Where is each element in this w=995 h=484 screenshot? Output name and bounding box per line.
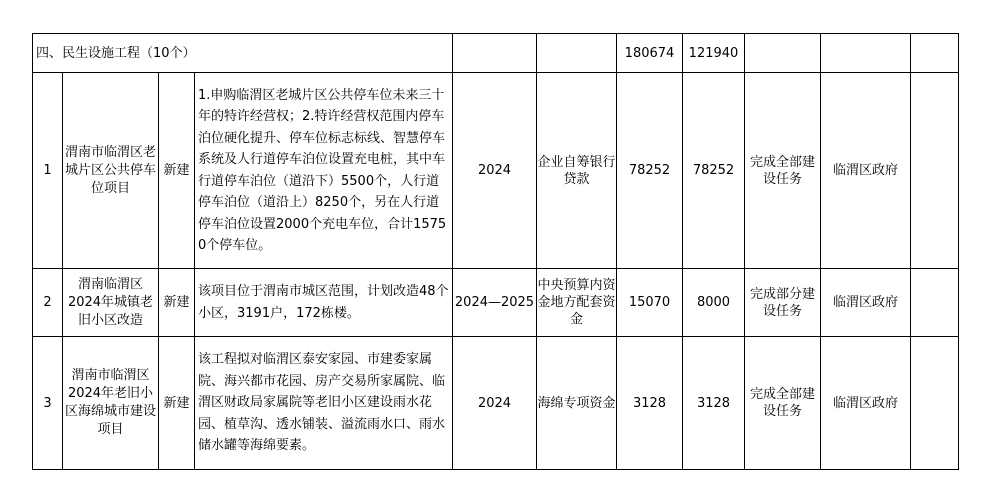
project-responsible: 临渭区政府: [821, 269, 911, 337]
project-years: 2024—2025: [453, 269, 537, 337]
section-planned-investment: 121940: [683, 34, 745, 73]
project-funding: 中央预算内资金地方配套资金: [537, 269, 617, 337]
project-index: 1: [33, 73, 63, 269]
table-row: [33, 337, 959, 470]
table-row: [33, 73, 959, 269]
project-type: 新建: [159, 73, 195, 269]
project-years: 2024: [453, 337, 537, 470]
project-remark: [911, 269, 959, 337]
project-name: 渭南临渭区2024年城镇老旧小区改造: [63, 269, 159, 337]
section-remark-cell: [911, 34, 959, 73]
project-goal: 完成部分建设任务: [745, 269, 821, 337]
project-description: 该工程拟对临渭区泰安家园、市建委家属院、海兴都市花园、房产交易所家属院、临渭区财政局家属院等老旧小区建设雨水花园、植草沟、透水铺装、溢流雨水口、雨水储水罐等海绵要素。: [195, 337, 453, 470]
project-responsible: 临渭区政府: [821, 73, 911, 269]
project-total-investment: 15070: [617, 269, 683, 337]
project-planned-investment: 8000: [683, 269, 745, 337]
project-name: 渭南市临渭区老城片区公共停车位项目: [63, 73, 159, 269]
project-years: 2024: [453, 73, 537, 269]
project-goal: 完成全部建设任务: [745, 337, 821, 470]
project-index: 2: [33, 269, 63, 337]
project-table: [32, 33, 959, 470]
table-row: [33, 269, 959, 337]
project-remark: [911, 337, 959, 470]
section-total-investment: 180674: [617, 34, 683, 73]
project-description: 1.申购临渭区老城片区公共停车位未来三十年的特许经营权；2.特许经营权范围内停车泊位硬化提升、停车位标志标线、智慧停车系统及人行道停车泊位设置充电桩，其中车行道停车泊位（道沿下）5500个，人行道停车泊位（道沿上）8250个，另在人行道停车泊位设置2000个充电车位，合计15750个停车位。: [195, 73, 453, 269]
project-total-investment: 78252: [617, 73, 683, 269]
project-name: 渭南市临渭区2024年老旧小区海绵城市建设项目: [63, 337, 159, 470]
project-type: 新建: [159, 269, 195, 337]
project-planned-investment: 3128: [683, 337, 745, 470]
project-responsible: 临渭区政府: [821, 337, 911, 470]
project-planned-investment: 78252: [683, 73, 745, 269]
project-index: 3: [33, 337, 63, 470]
section-row: [33, 34, 959, 73]
section-goal-cell: [745, 34, 821, 73]
project-funding: 企业自筹银行贷款: [537, 73, 617, 269]
project-funding: 海绵专项资金: [537, 337, 617, 470]
section-responsible-cell: [821, 34, 911, 73]
project-total-investment: 3128: [617, 337, 683, 470]
project-type: 新建: [159, 337, 195, 470]
project-goal: 完成全部建设任务: [745, 73, 821, 269]
project-description: 该项目位于渭南市城区范围，计划改造48个小区，3191户，172栋楼。: [195, 269, 453, 337]
project-remark: [911, 73, 959, 269]
section-years-cell: [453, 34, 537, 73]
section-title: 四、民生设施工程（10个）: [33, 34, 453, 73]
section-funding-cell: [537, 34, 617, 73]
